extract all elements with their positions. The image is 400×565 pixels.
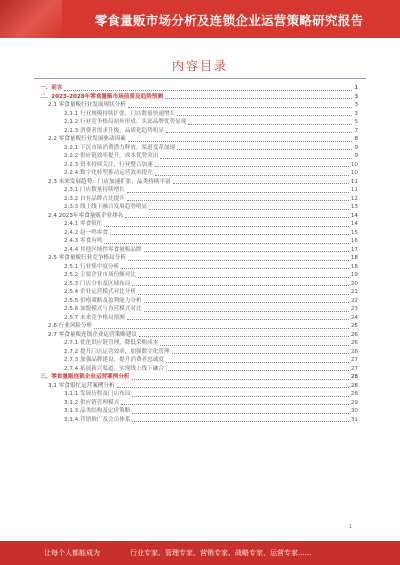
toc-entry-title: 2.7.4 拓展新兴渠道，实现线上线下融合: [64, 365, 164, 372]
toc-entry-page: 20: [350, 280, 358, 287]
toc-entry-title: 2.2.4 数字化转型推动运营效率提升: [64, 170, 153, 176]
toc-leader-dots: [138, 276, 349, 278]
toc-entry[interactable]: [34, 271, 358, 280]
toc-entry-title: 2.5.6 加盟模式与直营模式对比: [64, 306, 142, 312]
toc-entry[interactable]: [34, 356, 358, 365]
toc-leader-dots: [132, 420, 349, 422]
toc-entry-page: 29: [350, 399, 358, 406]
toc-entry-title: 2.3.3 线上线下融合发展趋势明显: [64, 204, 148, 210]
footer-banner: [0, 541, 400, 565]
toc-entry-page: 28: [350, 391, 358, 397]
toc-leader-dots: [127, 199, 349, 201]
toc-entry[interactable]: [34, 212, 358, 221]
toc-entry[interactable]: [34, 169, 358, 178]
toc-entry-page: 26: [350, 331, 358, 338]
toc-entry-page: 8: [354, 136, 358, 142]
toc-entry-page: 10: [350, 170, 358, 176]
toc-entry[interactable]: [34, 322, 358, 331]
toc-entry[interactable]: [34, 263, 358, 272]
toc-entry-title: 2.7 零食量贩连锁企业运营策略建议: [48, 331, 137, 338]
toc-leader-dots: [139, 335, 349, 337]
toc-entry[interactable]: [34, 246, 358, 255]
toc-entry-page: 28: [350, 382, 358, 389]
toc-entry[interactable]: [34, 390, 358, 399]
toc-entry-title: 2.1 零食量贩行业发展现状分析: [48, 102, 126, 108]
toc-entry[interactable]: [34, 297, 358, 306]
toc-entry[interactable]: [34, 280, 358, 289]
toc-leader-dots: [132, 284, 349, 286]
toc-leader-dots: [160, 344, 349, 346]
toc-title: 内容目录: [171, 59, 228, 73]
toc-entry-title: 二、2023-2028年零食量贩市场前景及趋势预测: [40, 93, 163, 100]
toc-divider: [34, 78, 366, 79]
toc-entry-page: 3: [354, 93, 358, 100]
toc-entry-title: 3.1.4 营销推广及会员体系: [64, 416, 131, 423]
toc-entry-page: 10: [350, 161, 358, 168]
toc-entry-title: 2.4.4 其他区域性零食量贩品牌: [64, 246, 142, 253]
toc-leader-dots: [172, 352, 349, 354]
toc-entry-page: 18: [350, 263, 358, 270]
toc-entry[interactable]: [34, 118, 358, 127]
toc-leader-dots: [166, 131, 353, 133]
footer-tagline: 行业专家、管理专家、营销专家、战略专家、运营专家......: [130, 549, 312, 557]
toc-leader-dots: [177, 114, 352, 116]
toc-leader-dots: [117, 386, 349, 388]
toc-entry-page: 15: [350, 229, 358, 236]
toc-leader-dots: [144, 250, 349, 252]
toc-entry-page: 26: [350, 348, 358, 355]
toc-entry-title: 2.7.1 优化供应链管理，降低采购成本: [64, 340, 159, 346]
toc-entry-title: 2.6 行业风险分析: [48, 323, 93, 329]
toc-entry-title: 2.5 零食量贩行业竞争格局分析: [48, 255, 126, 261]
toc-leader-dots: [177, 148, 352, 150]
toc-entry[interactable]: [34, 331, 358, 340]
toc-leader-dots: [121, 403, 349, 405]
toc-entry-page: 19: [350, 272, 358, 278]
toc-entry[interactable]: [34, 161, 358, 170]
toc-entry[interactable]: [34, 382, 358, 391]
toc-entry-title: 2.5.7 未来竞争格局预测: [64, 314, 125, 321]
toc-leader-dots: [104, 225, 348, 227]
toc-entry[interactable]: [34, 254, 358, 263]
toc-entry-title: 2.2.2 供应链效率提升，成本优势突出: [64, 153, 159, 159]
toc-entry-page: 9: [354, 144, 358, 151]
toc-leader-dots: [144, 301, 349, 303]
toc-entry-page: 7: [354, 127, 358, 134]
toc-entry[interactable]: [34, 305, 358, 314]
toc-entry-title: 3.1.2 供应链管理模式: [64, 399, 120, 406]
toc-entry-page: 26: [350, 340, 358, 346]
toc-leader-dots: [104, 242, 348, 244]
toc-entry-page: 14: [350, 212, 358, 219]
toc-entry-title: 2.5.1 行业集中度分析: [64, 263, 120, 270]
toc-entry-page: 21: [350, 289, 358, 295]
banner-decoration: [0, 0, 62, 38]
toc-leader-dots: [132, 412, 349, 414]
toc-entry-title: 一、前言: [40, 85, 63, 91]
toc-entry-page: 27: [350, 357, 358, 363]
toc-entry-title: 2.3 未来发展趋势：门店加速扩张，品类持续丰富: [48, 178, 171, 185]
toc-entry[interactable]: [34, 220, 358, 229]
toc-entry-title: 2.2.1 下沉市场消费潜力释放，渠道变革加速: [64, 144, 176, 151]
toc-leader-dots: [149, 208, 349, 210]
toc-entry-title: 2.2.3 资本持续关注，行业整合加速: [64, 161, 153, 168]
toc-entry[interactable]: [34, 373, 358, 382]
toc-entry-title: 3.1.3 品类结构及定价策略: [64, 408, 131, 414]
toc-leader-dots: [160, 157, 352, 159]
toc-entry-page: 3: [354, 102, 358, 108]
toc-entry[interactable]: [34, 229, 358, 238]
toc-leader-dots: [166, 369, 349, 371]
toc-entry[interactable]: [34, 101, 358, 110]
toc-entry-page: 1: [354, 85, 358, 91]
toc-leader-dots: [166, 361, 349, 363]
toc-entry-page: 3: [354, 110, 358, 117]
table-of-contents: [34, 84, 358, 424]
toc-leader-dots: [144, 310, 349, 312]
toc-entry[interactable]: [34, 339, 358, 348]
toc-entry[interactable]: [34, 195, 358, 204]
toc-entry-title: 2.1.3 消费者需求升级，品质化趋势明显: [64, 127, 164, 134]
toc-entry-title: 2.3.2 自有品牌占比提升: [64, 195, 125, 202]
toc-entry[interactable]: [34, 399, 358, 408]
toc-entry[interactable]: [34, 93, 358, 102]
toc-entry-page: 25: [350, 323, 358, 329]
toc-entry-page: 12: [350, 195, 358, 202]
report-title: 零食量贩市场分析及连锁企业运营策略研究报告: [94, 13, 364, 28]
toc-entry-page: 14: [350, 221, 358, 227]
toc-entry-title: 2.2 零食量贩行业发展驱动因素: [48, 136, 126, 142]
toc-leader-dots: [121, 267, 349, 269]
toc-entry-title: 2.4 2023年零食量贩企业排名: [48, 212, 124, 219]
header-banner: [0, 0, 400, 38]
toc-entry[interactable]: [34, 144, 358, 153]
toc-entry-title: 3.1.1 发展历程及门店布局: [64, 391, 131, 397]
toc-entry-page: 24: [350, 314, 358, 321]
toc-entry[interactable]: [34, 127, 358, 136]
toc-entry-title: 2.3.1 门店数量持续增长: [64, 187, 125, 193]
toc-leader-dots: [125, 216, 349, 218]
toc-entry-title: 2.5.2 主要企业市场份额对比: [64, 272, 136, 278]
toc-leader-dots: [155, 165, 349, 167]
toc-leader-dots: [127, 191, 349, 193]
toc-leader-dots: [64, 89, 352, 91]
page-number: 1: [348, 524, 352, 530]
toc-leader-dots: [155, 174, 349, 176]
toc-leader-dots: [127, 318, 349, 320]
toc-entry-title: 2.7.2 提升门店运营效率，加强数字化管理: [64, 348, 170, 355]
footer-slogan: 让每个人都能成为: [44, 549, 100, 557]
toc-entry-title: 2.5.3 门店分布及区域布局: [64, 280, 131, 287]
toc-entry[interactable]: [34, 135, 358, 144]
toc-entry-page: 17: [350, 246, 358, 253]
toc-leader-dots: [128, 259, 349, 261]
toc-entry-page: 13: [350, 204, 358, 210]
toc-entry-page: 11: [350, 187, 358, 193]
toc-entry[interactable]: [34, 203, 358, 212]
toc-entry-title: 3.1 零食很忙运营案例分析: [48, 382, 115, 389]
toc-entry-title: 2.1.2 行业竞争格局初步形成，头部品牌优势显现: [64, 119, 187, 125]
toc-entry-page: 23: [350, 306, 358, 312]
toc-leader-dots: [132, 395, 349, 397]
toc-entry-page: 5: [354, 119, 358, 125]
toc-leader-dots: [132, 378, 349, 380]
toc-entry[interactable]: [34, 365, 358, 374]
toc-entry-title: 2.4.2 赵一鸣零食: [64, 229, 108, 236]
toc-leader-dots: [94, 327, 349, 329]
toc-entry[interactable]: [34, 237, 358, 246]
toc-entry-page: 27: [350, 365, 358, 372]
toc-entry[interactable]: [34, 84, 358, 93]
toc-entry[interactable]: [34, 407, 358, 416]
toc-entry[interactable]: [34, 314, 358, 323]
toc-entry-title: 2.1.1 行业规模持续扩张，门店数量快速增长: [64, 110, 176, 117]
toc-leader-dots: [138, 293, 349, 295]
toc-entry-page: 22: [350, 297, 358, 304]
toc-leader-dots: [188, 123, 352, 125]
toc-entry-title: 2.4.1 零食很忙: [64, 221, 103, 227]
toc-entry[interactable]: [34, 416, 358, 425]
toc-leader-dots: [173, 182, 349, 184]
toc-entry-page: 30: [350, 408, 358, 414]
toc-entry[interactable]: [34, 152, 358, 161]
toc-leader-dots: [110, 233, 349, 235]
toc-leader-dots: [128, 140, 353, 142]
toc-entry[interactable]: [34, 178, 358, 187]
toc-entry-page: 16: [350, 238, 358, 244]
toc-entry-page: 28: [350, 374, 358, 380]
toc-entry-page: 31: [350, 416, 358, 423]
toc-entry-title: 2.7.3 加强品牌建设，提升消费者忠诚度: [64, 357, 164, 363]
toc-entry[interactable]: [34, 186, 358, 195]
toc-entry-page: 18: [350, 255, 358, 261]
toc-leader-dots: [165, 97, 352, 99]
toc-entry-title: 2.5.5 价格策略及盈利能力分析: [64, 297, 142, 304]
toc-entry[interactable]: [34, 348, 358, 357]
toc-leader-dots: [128, 106, 353, 108]
toc-entry-title: 三、零食量贩连锁企业运营案例分析: [40, 374, 130, 380]
toc-entry[interactable]: [34, 110, 358, 119]
toc-entry[interactable]: [34, 288, 358, 297]
toc-entry-page: 9: [354, 153, 358, 159]
toc-entry-page: 11: [350, 178, 358, 185]
toc-entry-title: 2.4.3 零食有鸣: [64, 238, 103, 244]
toc-entry-title: 2.5.4 企业运营模式对比分析: [64, 289, 136, 295]
